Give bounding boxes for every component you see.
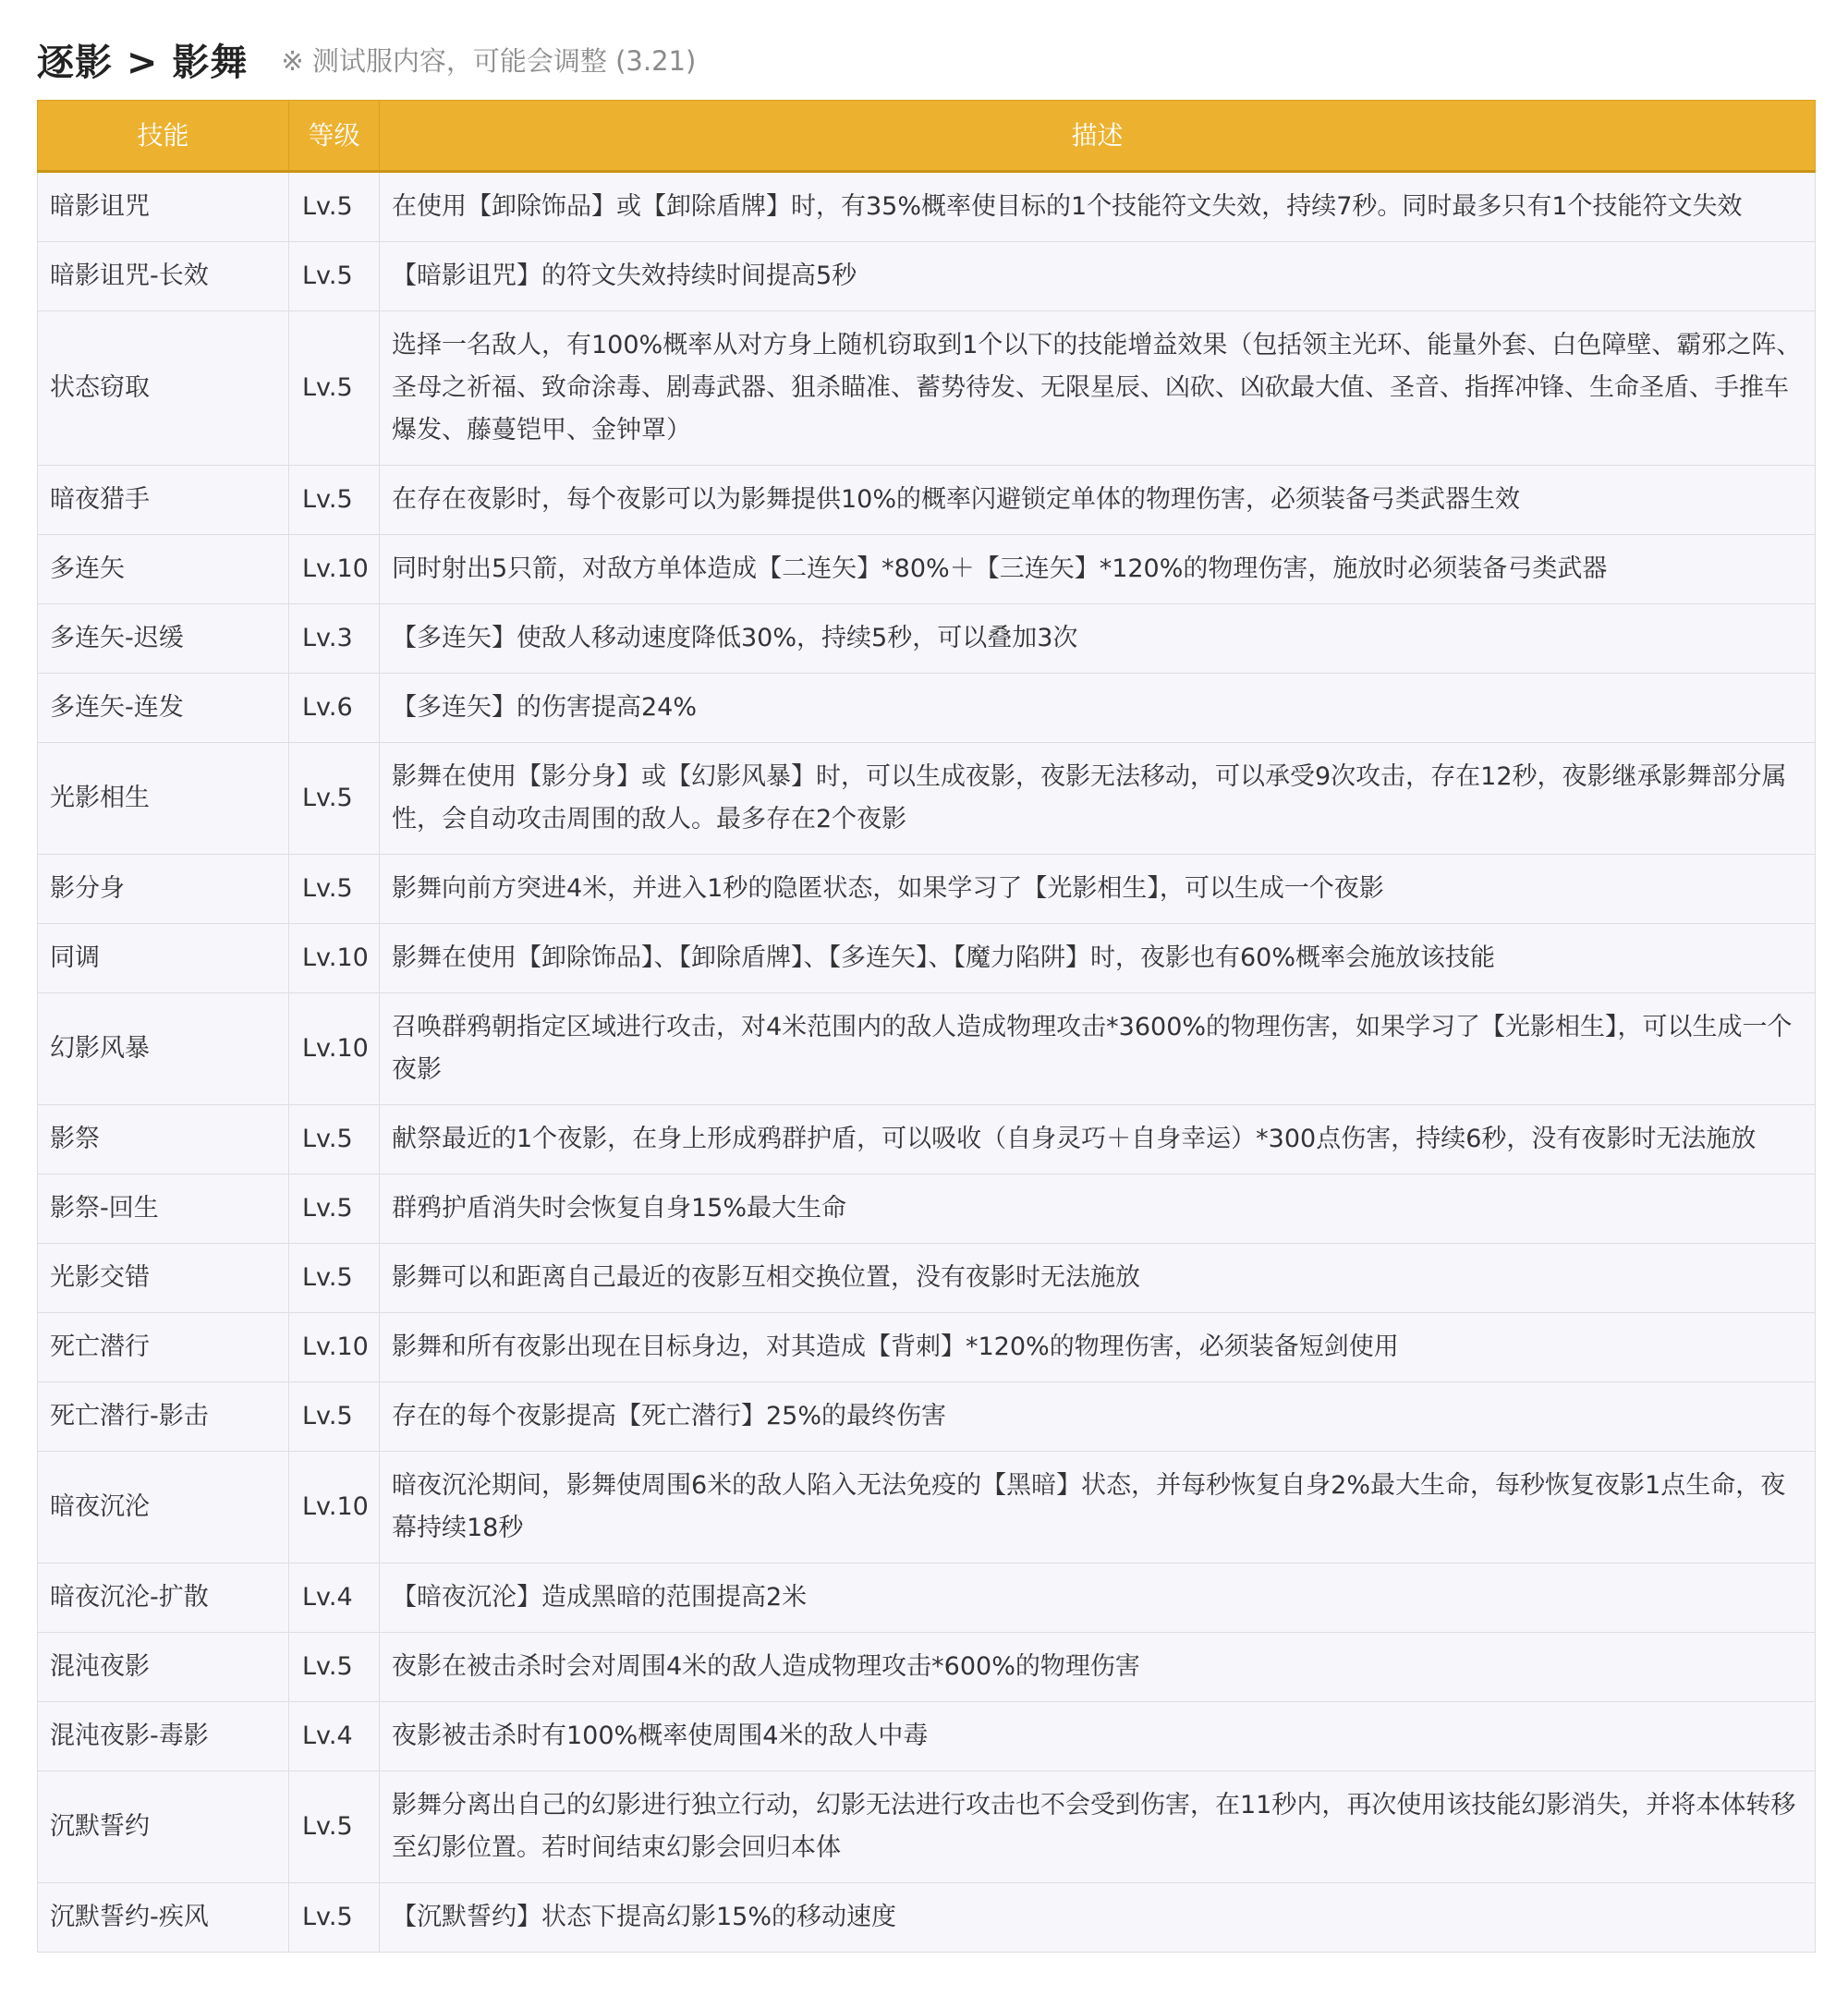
skill-description-cell: 【暗影诅咒】的符文失效持续时间提高5秒 (380, 242, 1816, 311)
table-row (38, 242, 1816, 311)
skill-level-cell: Lv.5 (289, 1771, 380, 1883)
table-row (38, 855, 1816, 924)
table-row (38, 535, 1816, 604)
skill-level-cell: Lv.4 (289, 1702, 380, 1771)
skill-description-cell: 【多连矢】使敌人移动速度降低30%，持续5秒，可以叠加3次 (380, 604, 1816, 674)
skill-description-cell: 影舞在使用【卸除饰品】、【卸除盾牌】、【多连矢】、【魔力陷阱】时，夜影也有60%概率会施放该技能 (380, 924, 1816, 993)
skill-description-cell: 暗夜沉沦期间，影舞使周围6米的敌人陷入无法免疫的【黑暗】状态，并每秒恢复自身2%最大生命，每秒恢复夜影1点生命，夜幕持续18秒 (380, 1452, 1816, 1564)
skill-description-cell: 在存在夜影时，每个夜影可以为影舞提供10%的概率闪避锁定单体的物理伤害，必须装备弓类武器生效 (380, 466, 1816, 535)
skill-name-cell: 死亡潜行 (38, 1313, 289, 1382)
skill-level-cell: Lv.10 (289, 1452, 380, 1564)
skills-table (37, 100, 1816, 1953)
skill-name-cell: 多连矢-连发 (38, 674, 289, 743)
skill-name-cell: 同调 (38, 924, 289, 993)
skill-level-cell: Lv.5 (289, 1382, 380, 1452)
table-row (38, 1771, 1816, 1883)
skill-level-cell: Lv.5 (289, 1244, 380, 1313)
skill-description-cell: 【多连矢】的伤害提高24% (380, 674, 1816, 743)
skill-level-cell: Lv.5 (289, 242, 380, 311)
skill-description-cell: 影舞在使用【影分身】或【幻影风暴】时，可以生成夜影，夜影无法移动，可以承受9次攻击，存在12秒，夜影继承影舞部分属性，会自动攻击周围的敌人。最多存在2个夜影 (380, 743, 1816, 855)
skill-level-cell: Lv.4 (289, 1564, 380, 1633)
skill-description-cell: 夜影在被击杀时会对周围4米的敌人造成物理攻击*600%的物理伤害 (380, 1633, 1816, 1702)
skill-level-cell: Lv.10 (289, 535, 380, 604)
table-row (38, 743, 1816, 855)
skill-name-cell: 暗夜沉沦 (38, 1452, 289, 1564)
skill-name-cell: 幻影风暴 (38, 993, 289, 1105)
skill-name-cell: 影祭-回生 (38, 1174, 289, 1244)
skill-level-cell: Lv.5 (289, 466, 380, 535)
skill-level-cell: Lv.5 (289, 855, 380, 924)
skill-name-cell: 暗夜猎手 (38, 466, 289, 535)
table-row (38, 1174, 1816, 1244)
skill-level-cell: Lv.5 (289, 1883, 380, 1953)
skill-name-cell: 光影相生 (38, 743, 289, 855)
skill-description-cell: 召唤群鸦朝指定区域进行攻击，对4米范围内的敌人造成物理攻击*3600%的物理伤害，如果学习了【光影相生】，可以生成一个夜影 (380, 993, 1816, 1105)
skill-name-cell: 混沌夜影-毒影 (38, 1702, 289, 1771)
skill-name-cell: 多连矢 (38, 535, 289, 604)
skill-level-cell: Lv.3 (289, 604, 380, 674)
skill-name-cell: 死亡潜行-影击 (38, 1382, 289, 1452)
column-header-level: 等级 (289, 101, 380, 172)
table-row (38, 1452, 1816, 1564)
table-header (38, 101, 1816, 172)
table-row (38, 1633, 1816, 1702)
skill-description-cell: 影舞分离出自己的幻影进行独立行动，幻影无法进行攻击也不会受到伤害，在11秒内，再次使用该技能幻影消失，并将本体转移至幻影位置。若时间结束幻影会回归本体 (380, 1771, 1816, 1883)
skill-description-cell: 影舞和所有夜影出现在目标身边，对其造成【背刺】*120%的物理伤害，必须装备短剑使用 (380, 1313, 1816, 1382)
skill-level-cell: Lv.10 (289, 1313, 380, 1382)
skill-description-cell: 献祭最近的1个夜影，在身上形成鸦群护盾，可以吸收（自身灵巧＋自身幸运）*300点伤害，持续6秒，没有夜影时无法施放 (380, 1105, 1816, 1174)
skill-name-cell: 沉默誓约 (38, 1771, 289, 1883)
table-body (38, 172, 1816, 1953)
table-row (38, 1313, 1816, 1382)
skill-name-cell: 影祭 (38, 1105, 289, 1174)
table-row (38, 604, 1816, 674)
skill-description-cell: 【沉默誓约】状态下提高幻影15%的移动速度 (380, 1883, 1816, 1953)
skill-name-cell: 多连矢-迟缓 (38, 604, 289, 674)
skill-description-cell: 选择一名敌人，有100%概率从对方身上随机窃取到1个以下的技能增益效果（包括领主光环、能量外套、白色障壁、霸邪之阵、圣母之祈福、致命涂毒、剧毒武器、狙杀瞄准、蓄势待发、无限星辰、凶砍、凶砍最大值、圣音、指挥冲锋、生命圣盾、手推车爆发、藤蔓铠甲、金钟罩） (380, 311, 1816, 466)
table-row (38, 1382, 1816, 1452)
table-row (38, 1244, 1816, 1313)
column-header-description: 描述 (380, 101, 1816, 172)
table-row (38, 1702, 1816, 1771)
skill-description-cell: 同时射出5只箭，对敌方单体造成【二连矢】*80%＋【三连矢】*120%的物理伤害，施放时必须装备弓类武器 (380, 535, 1816, 604)
skill-name-cell: 光影交错 (38, 1244, 289, 1313)
skill-description-cell: 影舞向前方突进4米，并进入1秒的隐匿状态，如果学习了【光影相生】，可以生成一个夜影 (380, 855, 1816, 924)
table-row (38, 311, 1816, 466)
page-header (37, 26, 696, 92)
table-row (38, 1883, 1816, 1953)
table-row (38, 172, 1816, 242)
table-row (38, 924, 1816, 993)
skill-level-cell: Lv.5 (289, 311, 380, 466)
skill-description-cell: 夜影被击杀时有100%概率使周围4米的敌人中毒 (380, 1702, 1816, 1771)
table-row (38, 466, 1816, 535)
skill-description-cell: 在使用【卸除饰品】或【卸除盾牌】时，有35%概率使目标的1个技能符文失效，持续7秒。同时最多只有1个技能符文失效 (380, 172, 1816, 242)
skill-name-cell: 暗夜沉沦-扩散 (38, 1564, 289, 1633)
skill-name-cell: 暗影诅咒 (38, 172, 289, 242)
header-row (38, 101, 1816, 172)
skill-level-cell: Lv.5 (289, 172, 380, 242)
skill-level-cell: Lv.5 (289, 1105, 380, 1174)
table-row (38, 674, 1816, 743)
table-row (38, 1564, 1816, 1633)
skill-description-cell: 存在的每个夜影提高【死亡潜行】25%的最终伤害 (380, 1382, 1816, 1452)
skill-level-cell: Lv.5 (289, 1174, 380, 1244)
skill-description-cell: 【暗夜沉沦】造成黑暗的范围提高2米 (380, 1564, 1816, 1633)
skill-name-cell: 影分身 (38, 855, 289, 924)
skill-name-cell: 暗影诅咒-长效 (38, 242, 289, 311)
page-title: 逐影 > 影舞 (37, 41, 249, 84)
skill-description-cell: 群鸦护盾消失时会恢复自身15%最大生命 (380, 1174, 1816, 1244)
skill-name-cell: 混沌夜影 (38, 1633, 289, 1702)
test-server-note: ※ 测试服内容，可能会调整 (3.21) (281, 44, 697, 77)
column-header-skill: 技能 (38, 101, 289, 172)
skill-level-cell: Lv.6 (289, 674, 380, 743)
skill-level-cell: Lv.10 (289, 924, 380, 993)
skill-name-cell: 沉默誓约-疾风 (38, 1883, 289, 1953)
skill-description-cell: 影舞可以和距离自己最近的夜影互相交换位置，没有夜影时无法施放 (380, 1244, 1816, 1313)
table-row (38, 1105, 1816, 1174)
skill-level-cell: Lv.5 (289, 743, 380, 855)
skill-level-cell: Lv.10 (289, 993, 380, 1105)
skill-name-cell: 状态窃取 (38, 311, 289, 466)
table-row (38, 993, 1816, 1105)
skill-level-cell: Lv.5 (289, 1633, 380, 1702)
